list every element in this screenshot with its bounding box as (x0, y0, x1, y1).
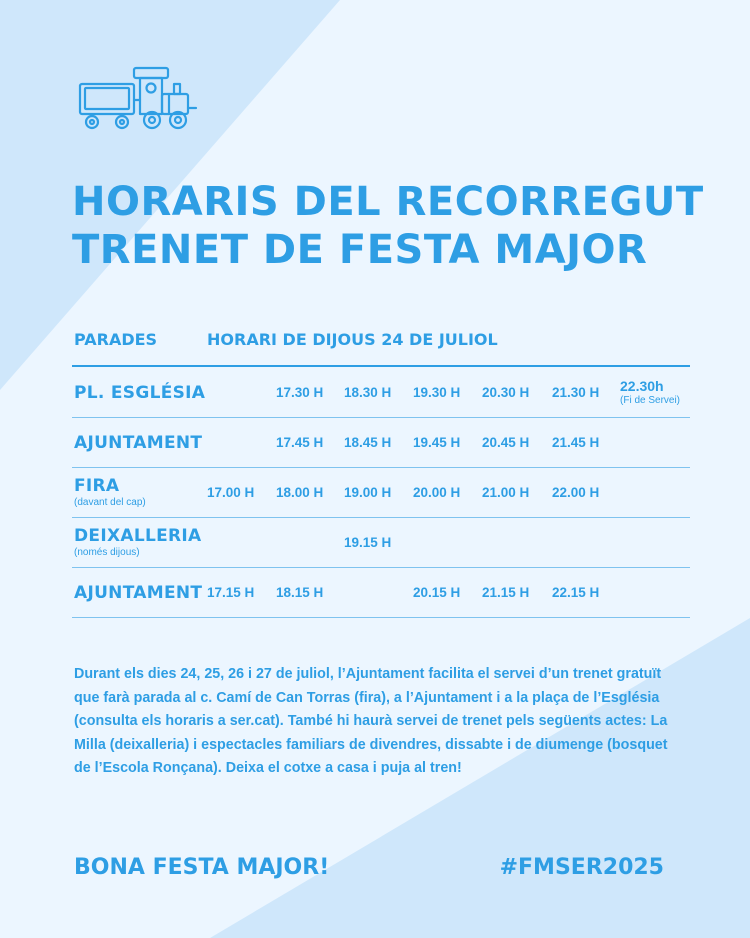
table-row (0, 518, 750, 568)
time-cell (552, 435, 599, 450)
column-header-schedule: HORARI DE DIJOUS 24 DE JULIOL (207, 330, 498, 349)
table-row (0, 468, 750, 518)
time-cell (552, 385, 599, 400)
time-value: 18.15 H (276, 585, 324, 600)
time-value: 20.30 H (482, 385, 530, 400)
time-cell (276, 485, 323, 500)
time-value: 17.45 H (276, 435, 324, 450)
time-cell (344, 435, 391, 450)
time-cell (413, 385, 460, 400)
time-value: 17.30 H (276, 385, 324, 400)
stop-cell (74, 433, 202, 453)
time-value: 19.45 H (413, 435, 461, 450)
stop-name: PL. ESGLÉSIA (74, 383, 206, 403)
footer-hashtag: #FMSER2025 (499, 855, 664, 880)
time-cell (207, 585, 254, 600)
time-value: 20.45 H (482, 435, 530, 450)
footer-greeting: BONA FESTA MAJOR! (74, 855, 330, 880)
time-cell (413, 585, 460, 600)
time-cell (482, 585, 529, 600)
time-cell (482, 385, 529, 400)
time-cell (276, 385, 323, 400)
table-row (0, 418, 750, 468)
time-value: 20.15 H (413, 585, 461, 600)
column-header-stops: PARADES (74, 330, 158, 349)
time-value: 17.00 H (207, 485, 255, 500)
stop-cell (74, 383, 205, 403)
time-value: 22.15 H (552, 585, 600, 600)
time-cell (276, 435, 323, 450)
time-value: 18.45 H (344, 435, 392, 450)
time-value: 18.00 H (276, 485, 324, 500)
time-cell (413, 435, 460, 450)
table-header-divider (72, 365, 690, 367)
time-value: 21.30 H (552, 385, 600, 400)
time-value: 17.15 H (207, 585, 255, 600)
time-value: 20.00 H (413, 485, 461, 500)
train-icon (74, 66, 204, 132)
time-cell (620, 378, 680, 406)
stop-name: FIRA (74, 476, 120, 496)
time-cell (344, 535, 391, 550)
time-value: 19.00 H (344, 485, 392, 500)
table-row (0, 568, 750, 618)
stop-name: AJUNTAMENT (74, 583, 203, 603)
time-value: 22.30h (620, 378, 664, 394)
time-value: 21.45 H (552, 435, 600, 450)
time-value: 19.15 H (344, 535, 392, 550)
time-value: 19.30 H (413, 385, 461, 400)
time-cell (482, 485, 529, 500)
time-cell (552, 585, 599, 600)
table-row (0, 368, 750, 418)
stop-cell (74, 526, 201, 558)
page-title (72, 178, 704, 274)
stop-name: DEIXALLERIA (74, 526, 202, 546)
title-line-2: TRENET DE FESTA MAJOR (72, 227, 648, 273)
row-divider (72, 617, 690, 618)
title-line-1: HORARIS DEL RECORREGUT (72, 179, 704, 225)
info-paragraph: Durant els dies 24, 25, 26 i 27 de juliol, l’Ajuntament facilita el servei d’un trenet gratuït que farà parada al c. Camí de Can Torras (fira), a l’Ajuntament i a la plaça de l’Església (consulta els horaris a ser.cat). També hi haurà servei de trenet pels següents actes: La Milla (deixalleria) i espectacles familiars de divendres, dissabte i de diumenge (bosquet de l’Escola Ronçana). Deixa el cotxe a casa i puja al tren! (74, 666, 668, 776)
time-value: 21.15 H (482, 585, 530, 600)
time-note: (Fi de Servei) (620, 395, 681, 406)
time-cell (482, 435, 529, 450)
stop-note: (només dijous) (74, 547, 140, 558)
stop-note: (davant del cap) (74, 497, 146, 508)
time-value: 22.00 H (552, 485, 600, 500)
time-value: 18.30 H (344, 385, 392, 400)
time-cell (344, 485, 391, 500)
time-cell (276, 585, 323, 600)
time-cell (413, 485, 460, 500)
stop-cell (74, 476, 146, 508)
time-cell (344, 385, 391, 400)
time-cell (207, 485, 254, 500)
stop-cell (74, 583, 202, 603)
time-cell (552, 485, 599, 500)
stop-name: AJUNTAMENT (74, 433, 203, 453)
time-value: 21.00 H (482, 485, 530, 500)
